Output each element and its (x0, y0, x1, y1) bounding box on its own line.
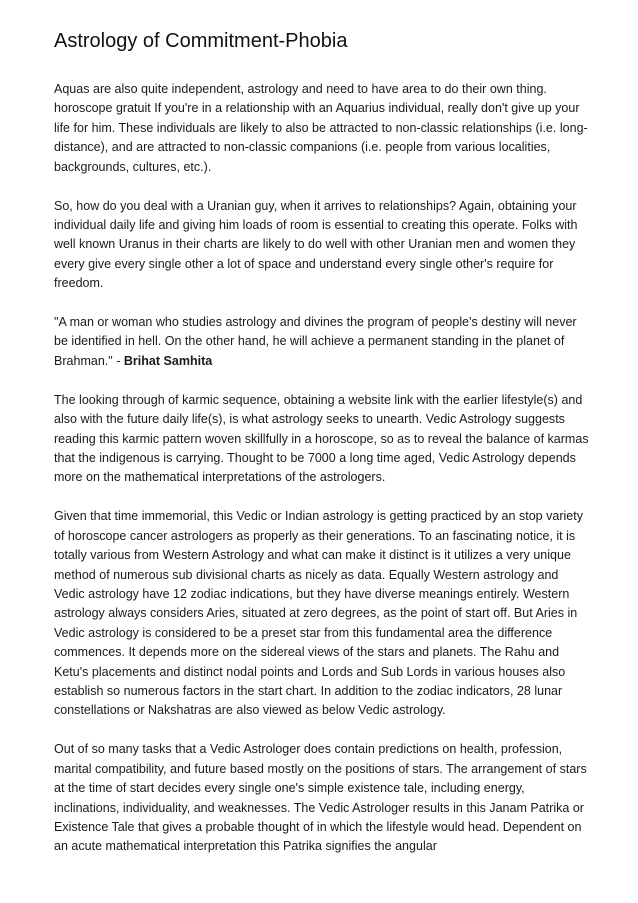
paragraph-aquarius: Aquas are also quite independent, astrology and need to have area to do their own thing. horoscope gratuit If you're in a relationship with an Aquarius individual, really don't give up your life for him. These individuals are likely to also be attracted to non-classic relationships (i.e. long-distance), and are attracted to non-classic companions (i.e. people from various localities, backgrounds, cultures, etc.). (54, 82, 588, 174)
page-title: Astrology of Commitment-Phobia (54, 30, 348, 52)
quote-text: "A man or woman who studies astrology and divines the program of people's destiny will never be identified in hell. On the other hand, he will achieve a permanent standing in the planet of Brahman." - (54, 315, 577, 368)
paragraph-vedic-history: Given that time immemorial, this Vedic or Indian astrology is getting practiced by an stop variety of horoscope cancer astrologers as properly as their generations. To an fascinating notice, it is totally various from Western Astrology and what can make it distinct is it utilizes a very unique method of numerous sub divisional charts as nicely as data. Equally Western astrology and Vedic astrology have 12 zodiac indications, but they have diverse meanings entirely. Western astrology always considers Aries, situated at zero degrees, as the point of start off. But Aries in Vedic astrology is considered to be a preset star from this fundamental area the difference commences. It depends more on the sidereal views of the stars and planets. The Rahu and Ketu's placements and distinct nodal points and Lords and Sub Lords in various houses also establish so numerous factors in the start chart. In addition to the zodiac indicators, 28 lunar constellations or Nakshatras are also viewed as below Vedic astrology. (54, 509, 584, 718)
quote-paragraph (54, 313, 590, 371)
quote-source: Brihat Samhita (123, 353, 213, 368)
paragraph-vedic-astrologer: Out of so many tasks that a Vedic Astrologer does contain predictions on health, profession, marital compatibility, and future based mostly on the positions of stars. The arrangement of stars at the time of start decides every single one's simple existence tale, including energy, inclinations, individuality, and weaknesses. The Vedic Astrologer results in this Janam Patrika or Existence Tale that gives a probable thought of in which the lifestyle would head. Dependent on an acute mathematical interpretation this Patrika signifies the angular (54, 742, 587, 854)
document-page (54, 28, 590, 876)
paragraph-uranian: So, how do you deal with a Uranian guy, when it arrives to relationships? Again, obtaining your individual daily life and giving him loads of room is essential to creating this operate. Folks with well known Uranus in their charts are likely to do well with other Uranian men and women they every give every single other a lot of space and understand every single other's require for freedom. (54, 198, 578, 291)
paragraph-karmic: The looking through of karmic sequence, obtaining a website link with the earlier lifestyle(s) and also with the future daily life(s), is what astrology seeks to unearth. Vedic Astrology suggests reading this karmic pattern woven skillfully in a horoscope, so as to reveal the balance of karmas that the indigenous is carrying. Thought to be 7000 a long time aged, Vedic Astrology depends more on the mathematical interpretations of the astrologers. (54, 392, 589, 485)
